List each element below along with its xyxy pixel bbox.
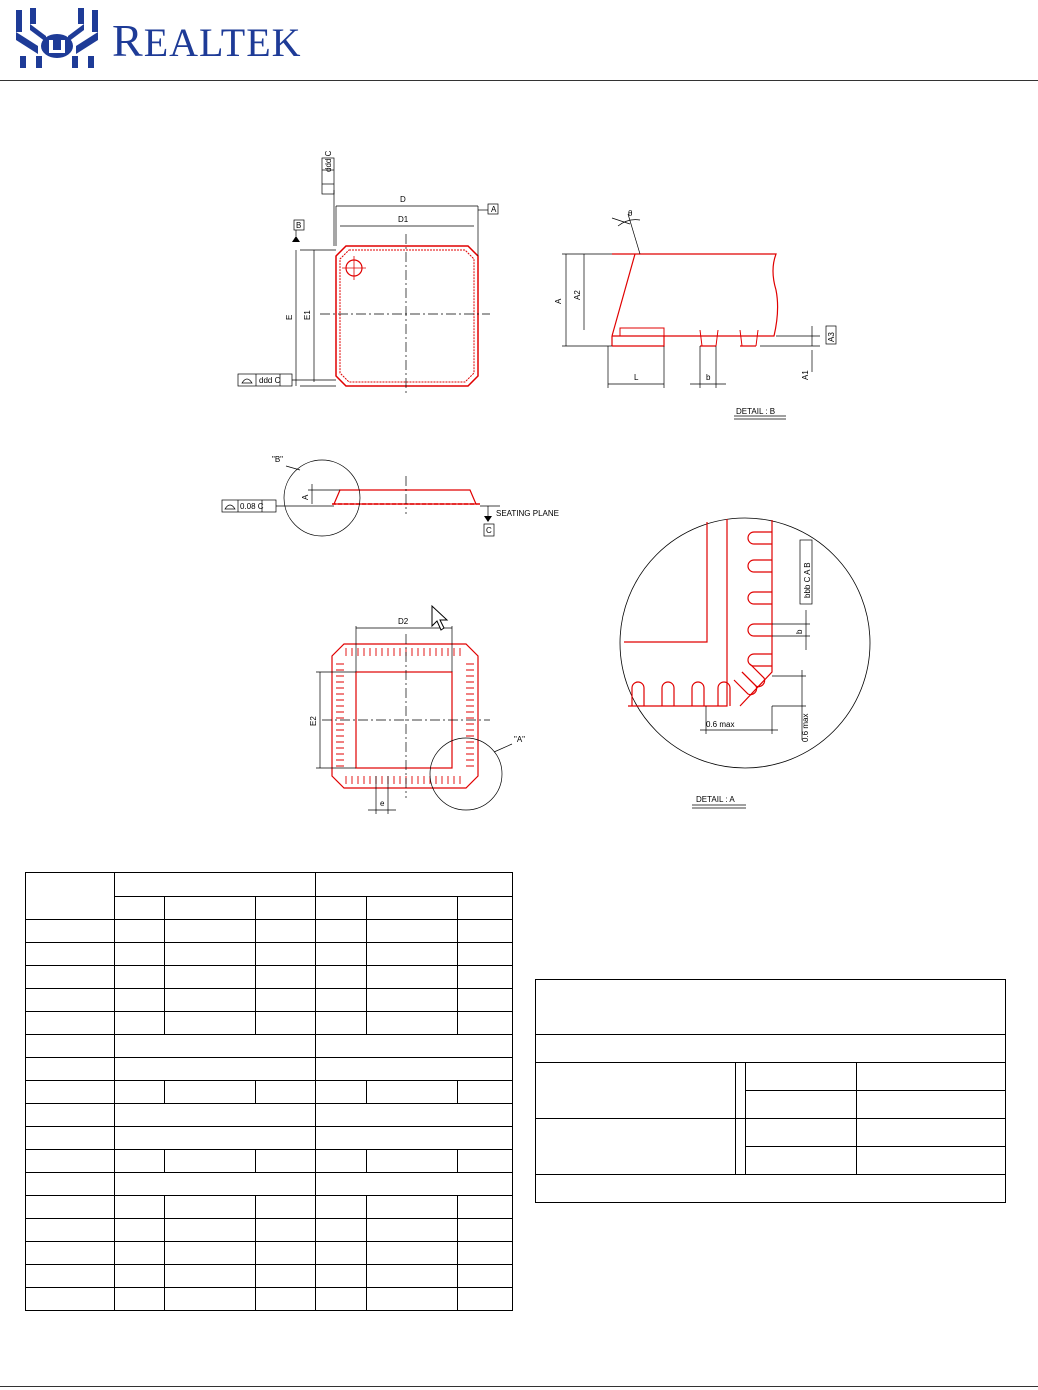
bottom-view	[309, 617, 525, 814]
table-cell	[115, 1242, 165, 1265]
table-row	[26, 1196, 513, 1219]
table-cell	[26, 943, 115, 966]
side-fcf-text: 0.08 C	[240, 502, 264, 511]
detail-a-fcf-text: bbb C A B	[803, 562, 812, 598]
table-cell	[536, 1119, 736, 1175]
table-row	[26, 1058, 513, 1081]
table-cell	[165, 1242, 256, 1265]
table-cell	[256, 1081, 315, 1104]
detail-b-view	[554, 209, 836, 419]
table-row	[26, 1104, 513, 1127]
table-cell	[457, 1012, 512, 1035]
table-cell	[857, 1063, 1006, 1091]
table-cell	[745, 1063, 857, 1091]
table-row	[26, 1081, 513, 1104]
table-cell	[26, 1196, 115, 1219]
table-cell	[165, 1012, 256, 1035]
table-cell	[26, 1012, 115, 1035]
table-row	[536, 1035, 1006, 1063]
dim-label-E2: E2	[309, 716, 318, 726]
table-cell	[366, 1242, 457, 1265]
detail-b-caption: DETAIL : B	[736, 407, 776, 416]
table-cell	[256, 1012, 315, 1035]
table-cell	[315, 1035, 512, 1058]
seating-plane-label: SEATING PLANE	[496, 509, 559, 518]
table-cell	[115, 1035, 315, 1058]
table-row	[536, 1063, 1006, 1091]
detail-a-dim-v: 0.6 max	[801, 713, 810, 742]
table-cell	[857, 1091, 1006, 1119]
table-cell	[735, 1119, 745, 1175]
table-cell	[165, 1196, 256, 1219]
table-cell	[366, 920, 457, 943]
table-cell	[315, 1242, 366, 1265]
table-cell	[857, 1147, 1006, 1175]
mouse-pointer-icon	[432, 606, 447, 630]
table-cell	[745, 1147, 857, 1175]
table-cell	[315, 943, 366, 966]
dim-label-E: E	[285, 314, 294, 320]
dim-label-A2: A2	[573, 290, 582, 300]
table-cell	[366, 1081, 457, 1104]
table-row	[26, 989, 513, 1012]
dim-label-A3: A3	[827, 332, 836, 342]
table-row	[26, 943, 513, 966]
datum-B-label: B	[296, 221, 302, 230]
table-cell	[457, 989, 512, 1012]
table-cell	[315, 1150, 366, 1173]
table-cell	[735, 1063, 745, 1119]
table-cell	[256, 943, 315, 966]
detail-a-dim-h: 0.6 max	[706, 720, 735, 729]
table-row	[536, 980, 1006, 1035]
table-cell	[165, 966, 256, 989]
table-cell	[165, 1081, 256, 1104]
footer-divider	[0, 1386, 1038, 1387]
top-view-inner-outline	[340, 250, 474, 382]
table-cell	[315, 1127, 512, 1150]
table-cell	[165, 920, 256, 943]
datum-C-label: C	[486, 526, 492, 535]
table-cell	[457, 1219, 512, 1242]
detail-b-callout: "B"	[272, 455, 284, 464]
notes-table	[535, 979, 1006, 1203]
dim-label-D2: D2	[398, 617, 409, 626]
table-cell	[366, 1288, 457, 1311]
table-cell	[115, 1058, 315, 1081]
detail-a-caption: DETAIL : A	[696, 795, 735, 804]
table-cell	[165, 1219, 256, 1242]
table-cell	[26, 873, 115, 920]
side-view	[222, 455, 559, 536]
table-cell	[315, 1012, 366, 1035]
table-cell	[457, 1081, 512, 1104]
table-cell	[256, 1196, 315, 1219]
bottom-view-pads	[336, 648, 474, 784]
table-cell	[536, 980, 1006, 1035]
table-row	[26, 966, 513, 989]
table-cell	[536, 1175, 1006, 1203]
table-cell	[165, 989, 256, 1012]
table-cell	[315, 873, 512, 897]
table-cell	[315, 920, 366, 943]
table-row	[26, 1219, 513, 1242]
table-cell	[256, 1219, 315, 1242]
table-cell	[457, 896, 512, 920]
table-cell	[315, 989, 366, 1012]
table-cell	[115, 1173, 315, 1196]
table-cell	[26, 966, 115, 989]
table-row	[26, 1012, 513, 1035]
table-cell	[165, 896, 256, 920]
table-row	[26, 1127, 513, 1150]
dim-label-theta: θ	[628, 209, 633, 218]
table-row	[26, 1150, 513, 1173]
brand-name: REALTEK	[112, 15, 302, 66]
top-view-package-outline	[336, 246, 478, 386]
fcf-top-text: ddd C	[324, 150, 333, 172]
side-dim-A: A	[301, 494, 310, 500]
table-row	[26, 873, 513, 897]
dim-label-A1: A1	[801, 370, 810, 380]
table-row	[26, 1035, 513, 1058]
table-cell	[457, 1196, 512, 1219]
table-row	[26, 1173, 513, 1196]
table-cell	[366, 896, 457, 920]
fcf-bottom-text: ddd C	[259, 376, 281, 385]
dim-label-L: L	[634, 373, 639, 382]
table-cell	[857, 1119, 1006, 1147]
table-cell	[315, 1265, 366, 1288]
table-cell	[256, 1242, 315, 1265]
table-cell	[26, 1104, 115, 1127]
table-cell	[26, 1288, 115, 1311]
datum-A-label: A	[491, 205, 497, 214]
table-cell	[115, 966, 165, 989]
table-row	[536, 1175, 1006, 1203]
dim-label-A: A	[554, 298, 563, 304]
table-cell	[26, 989, 115, 1012]
dim-label-D: D	[400, 195, 406, 204]
table-row	[26, 920, 513, 943]
table-cell	[26, 1242, 115, 1265]
table-cell	[115, 943, 165, 966]
table-cell	[115, 873, 315, 897]
table-row	[26, 1242, 513, 1265]
table-cell	[115, 1265, 165, 1288]
table-cell	[115, 1196, 165, 1219]
table-cell	[457, 1288, 512, 1311]
table-cell	[115, 1012, 165, 1035]
table-cell	[366, 966, 457, 989]
table-cell	[165, 943, 256, 966]
table-cell	[315, 1173, 512, 1196]
table-cell	[115, 896, 165, 920]
table-row	[26, 1288, 513, 1311]
table-cell	[115, 1288, 165, 1311]
table-row	[26, 1265, 513, 1288]
table-cell	[26, 1127, 115, 1150]
table-cell	[315, 1196, 366, 1219]
table-cell	[26, 1219, 115, 1242]
detail-a-callout: "A"	[514, 735, 526, 744]
table-row	[536, 1119, 1006, 1147]
table-cell	[115, 1127, 315, 1150]
table-cell	[115, 1150, 165, 1173]
detail-a-view	[620, 518, 870, 808]
table-cell	[315, 1104, 512, 1127]
table-cell	[536, 1035, 1006, 1063]
table-cell	[315, 966, 366, 989]
table-cell	[366, 1265, 457, 1288]
table-cell	[115, 989, 165, 1012]
table-cell	[26, 1173, 115, 1196]
table-cell	[315, 1081, 366, 1104]
table-cell	[457, 1150, 512, 1173]
dim-label-b: b	[706, 373, 711, 382]
table-cell	[315, 1058, 512, 1081]
table-cell	[26, 1081, 115, 1104]
table-cell	[256, 896, 315, 920]
table-cell	[366, 1196, 457, 1219]
dim-label-E1: E1	[303, 310, 312, 320]
table-cell	[165, 1150, 256, 1173]
table-cell	[256, 1265, 315, 1288]
top-view	[238, 150, 498, 396]
table-cell	[457, 943, 512, 966]
table-cell	[457, 920, 512, 943]
table-cell	[115, 920, 165, 943]
table-cell	[26, 920, 115, 943]
table-cell	[26, 1150, 115, 1173]
table-cell	[256, 1150, 315, 1173]
table-cell	[457, 1242, 512, 1265]
table-cell	[165, 1288, 256, 1311]
table-cell	[315, 1288, 366, 1311]
table-cell	[536, 1063, 736, 1119]
table-cell	[315, 1219, 366, 1242]
table-cell	[745, 1119, 857, 1147]
table-cell	[366, 989, 457, 1012]
table-cell	[256, 920, 315, 943]
table-cell	[366, 943, 457, 966]
table-cell	[256, 1288, 315, 1311]
table-cell	[457, 1265, 512, 1288]
dim-label-D1: D1	[398, 215, 409, 224]
table-cell	[26, 1058, 115, 1081]
table-cell	[315, 896, 366, 920]
table-cell	[366, 1219, 457, 1242]
detail-a-dim-b: b	[795, 629, 804, 634]
table-cell	[115, 1219, 165, 1242]
dim-label-e: e	[380, 799, 385, 808]
table-cell	[745, 1091, 857, 1119]
table-cell	[457, 966, 512, 989]
table-cell	[256, 989, 315, 1012]
table-cell	[165, 1265, 256, 1288]
table-cell	[26, 1265, 115, 1288]
table-cell	[256, 966, 315, 989]
table-cell	[115, 1104, 315, 1127]
table-cell	[366, 1150, 457, 1173]
table-cell	[115, 1081, 165, 1104]
dimension-table	[25, 872, 513, 1311]
table-cell	[26, 1035, 115, 1058]
table-cell	[366, 1012, 457, 1035]
